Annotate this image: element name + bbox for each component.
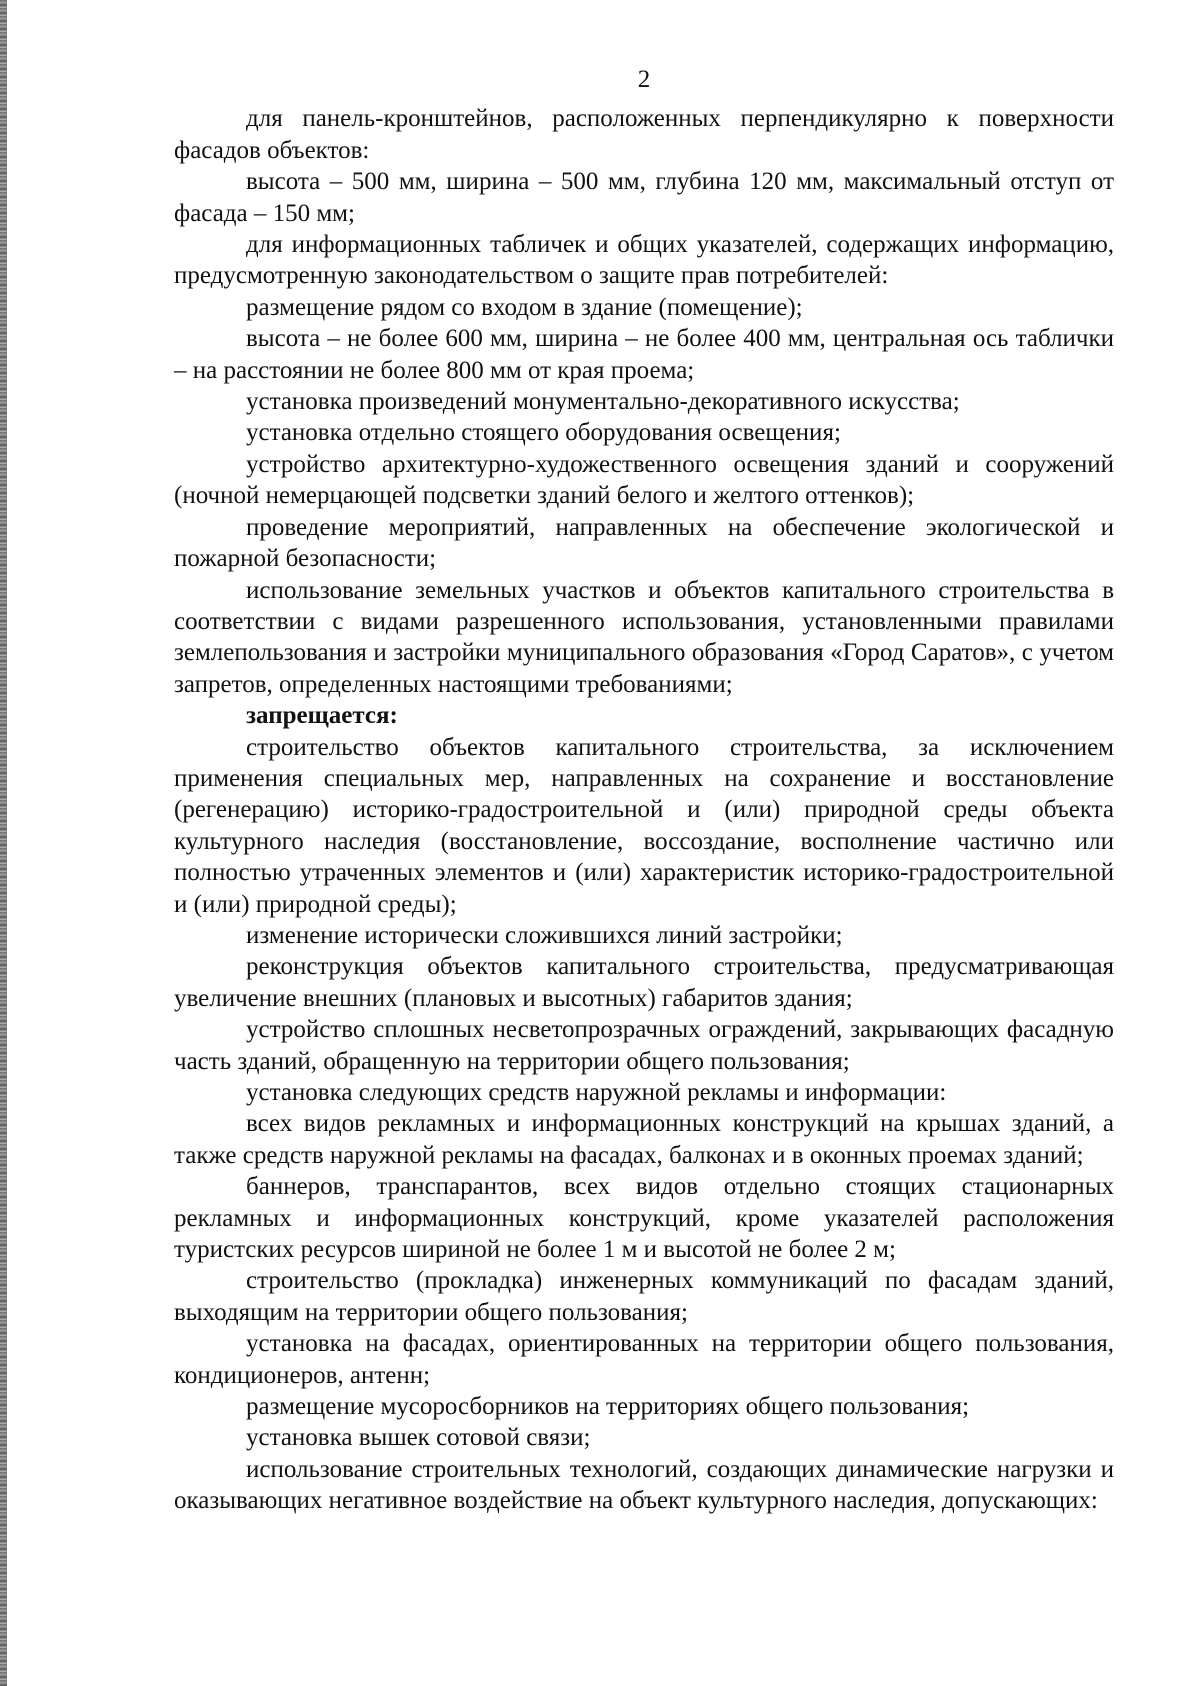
paragraph: установка отдельно стоящего оборудования освещения; [246,419,841,447]
paragraph: установка произведений монументально-декоративного искусства; [246,388,960,416]
paragraph: для информационных табличек и общих указателей, содержащих информацию, предусмотренную законодательством о защите прав потребителей: [174,231,1114,290]
paragraph: устройство архитектурно-художественного освещения зданий и сооружений (ночной немерцающей подсветки зданий белого и желтого оттенков); [174,450,1114,510]
scan-edge [0,0,7,1686]
paragraph: высота – 500 мм, ширина – 500 мм, глубина 120 мм, максимальный отступ от фасада – 150 мм; [174,168,1114,227]
paragraph: установка следующих средств наружной рекламы и информации: [246,1079,947,1106]
paragraph: для панель-кронштейнов, расположенных перпендикулярно к поверхности фасадов объектов: [174,105,1114,164]
document-page [174,64,1114,1517]
paragraph: использование земельных участков и объектов капитального строительства в соответствии с видами разрешенного использования, установленными правилами землепользования и застройки муниципального образования «Город Саратов», с учетом запретов, определенных настоящими требованиями; [174,576,1114,698]
paragraph: всех видов рекламных и информационных конструкций на крышах зданий, а также средств наружной рекламы на фасадах, балконах и в оконных проемах зданий; [174,1110,1114,1169]
paragraph: проведение мероприятий, направленных на обеспечение экологической и пожарной безопасности; [174,513,1114,573]
paragraph: строительство (прокладка) инженерных коммуникаций по фасадам зданий, выходящим на территории общего пользования; [174,1267,1114,1326]
paragraph: установка на фасадах, ориентированных на территории общего пользования, кондиционеров, антенн; [174,1330,1114,1389]
paragraph: строительство объектов капитального строительства, за исключением применения специальных мер, направленных на сохранение и восстановление (регенерацию) историко-градостроительной и (или) природной среды объекта культурного наследия (восстановление, воссоздание, восполнение частично или полностью утраченных элементов и (или) характеристик историко-градостроительной и (или) природной среды); [174,733,1114,918]
section-heading-prohibited: запрещается: [246,702,398,730]
paragraph: размещение рядом со входом в здание (помещение); [246,293,803,321]
paragraph: изменение исторически сложившихся линий застройки; [246,921,843,949]
paragraph: устройство сплошных несветопрозрачных ограждений, закрывающих фасадную часть зданий, обращенную на территории общего пользования; [174,1016,1114,1075]
paragraph: установка вышек сотовой связи; [246,1424,591,1452]
paragraph: высота – не более 600 мм, ширина – не более 400 мм, центральная ось таблички – на расстоянии не более 800 мм от края проема; [174,325,1114,384]
paragraph: размещение мусоросборников на территориях общего пользования; [246,1393,970,1421]
paragraph: баннеров, транспарантов, всех видов отдельно стоящих стационарных рекламных и информационных конструкций, кроме указателей расположения туристских ресурсов шириной не более 1 м и высотой не более 2 м; [174,1173,1114,1264]
paragraph: использование строительных технологий, создающих динамические нагрузки и оказывающих негативное воздействие на объект культурного наследия, допускающих: [174,1455,1114,1515]
paragraph: реконструкция объектов капитального строительства, предусматривающая увеличение внешних (плановых и высотных) габаритов здания; [174,953,1114,1012]
page-number: 2 [637,66,651,93]
